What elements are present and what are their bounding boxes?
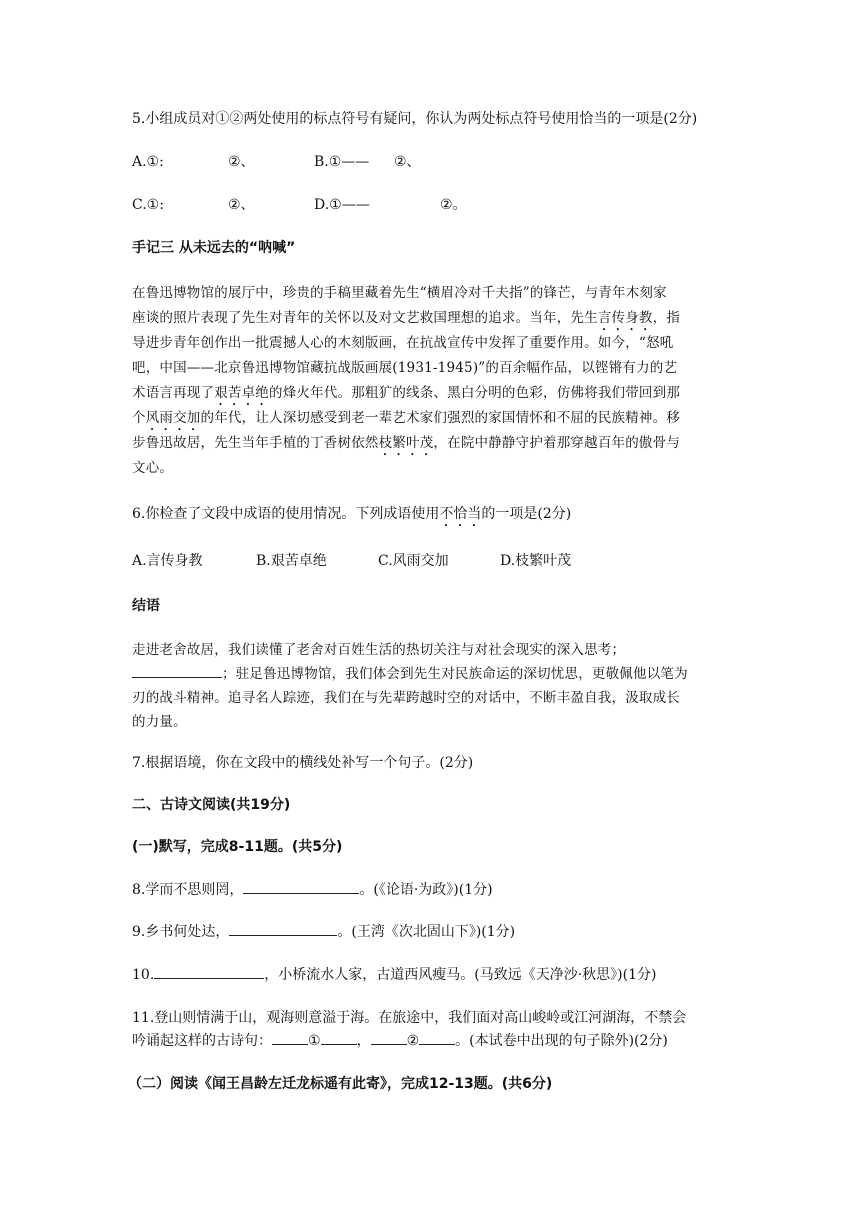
option-a-mark2[interactable]: ②、 [228,154,255,170]
option-b-mark2[interactable]: ②、 [394,154,421,170]
question-8: 8.学而不思则罔， 。(《论语·为政》)(1分) [132,879,493,899]
option-c-mark2[interactable]: ②、 [228,197,255,213]
note-3-line-4: 吧，中国——北京鲁迅博物馆藏抗战版画展(1931-1945)”的百余幅作品，以铿锵有力的艺 [132,360,678,376]
conclusion-line-2: ；驻足鲁迅博物馆，我们体会到先生对民族命运的深切忧思，更敬佩他以笔为 [132,662,688,682]
question-9: 9.乡书何处达， 。(王湾《次北固山下》)(1分) [132,921,515,941]
conclusion-line-1: 走进老舍故居，我们读懂了老舍对百姓生活的热切关注与对社会现实的深入思考； [132,642,626,658]
note-3-line-5: 术语言再现了艰苦卓绝的烽火年代。那粗犷的线条、黑白分明的色彩，仿佛将我们带回到那 [132,385,681,401]
option-a-mark1[interactable]: A.①: [132,154,164,170]
part-1-heading: (一)默写，完成8-11题。(共5分) [132,839,343,855]
option-d[interactable]: D.枝繁叶茂 [500,553,572,569]
question-6-stem: 6.你检查了文段中成语的使用情况。下列成语使用不恰当的一项是(2分) [132,506,572,522]
answer-blank-11-1a[interactable] [272,1030,308,1045]
option-a[interactable]: A.言传身教 [132,553,203,569]
option-b-mark1[interactable]: B.①—— [314,154,370,170]
question-5-options-row-1 [132,151,421,171]
option-d-mark2[interactable]: ②。 [440,197,467,213]
question-11-line-1: 11.登山则情满于山，观海则意溢于海。在旅途中，我们面对高山峻岭或江河湖海，不禁会 [132,1010,687,1026]
section-2-heading: 二、古诗文阅读(共19分) [132,797,291,813]
note-3-line-3: 导进步青年创作出一批震撼人心的木刻版画，在抗战宣传中发挥了重要作用。如今，“怒吼 [132,335,674,351]
question-5-options-row-2 [132,194,467,214]
answer-blank-11-1b[interactable] [321,1030,357,1045]
idiom-zhifanyemao: 枝繁叶茂 [378,435,434,451]
answer-blank-8[interactable] [243,879,359,894]
question-7: 7.根据语境，你在文段中的横线处补写一个句子。(2分) [132,755,474,771]
conclusion-line-4: 的力量。 [132,714,187,730]
question-6-options [132,550,571,570]
part-2-heading: （二）阅读《闻王昌龄左迁龙标遥有此寄》，完成12-13题。(共6分) [128,1076,553,1092]
note-3-line-8: 文心。 [132,460,174,476]
note-3-line-7: 步鲁迅故居，先生当年手植的丁香树依然枝繁叶茂，在院中静静守护着那穿越百年的傲骨与 [132,435,681,451]
question-11-line-2: 吟诵起这样的古诗句： ① ， ② 。(本试卷中出现的句子除外)(2分) [132,1030,668,1050]
note-3-line-6: 个风雨交加的年代，让人深切感受到老一辈艺术家们强烈的家国情怀和不屈的民族精神。移 [132,410,681,426]
conclusion-heading: 结语 [132,598,160,614]
question-10: 10. ，小桥流水人家，古道西风瘦马。(马致远《天净沙·秋思》)(1分) [132,964,656,984]
question-5-stem: 5.小组成员对①②两处使用的标点符号有疑问，你认为两处标点符号使用恰当的一项是(2分) [132,111,698,127]
option-c-mark1[interactable]: C.①: [132,197,164,213]
idiom-jiankuzhuojue: 艰苦卓绝 [214,385,270,401]
note-3-line-1: 在鲁迅博物馆的展厅中，珍贵的手稿里藏着先生“横眉冷对千夫指”的锋芒，与青年木刻家 [132,285,667,301]
note-3-line-2: 座谈的照片表现了先生对青年的关怀以及对文艺救国理想的追求。当年，先生言传身教，指 [132,310,681,326]
answer-blank-11-2a[interactable] [371,1030,407,1045]
idiom-fengyujiaojia: 风雨交加 [145,410,201,426]
option-b[interactable]: B.艰苦卓绝 [256,553,327,569]
answer-blank-11-2b[interactable] [419,1030,455,1045]
option-d-mark1[interactable]: D.①—— [314,197,370,213]
answer-blank-9[interactable] [229,921,337,936]
note-3-heading: 手记三 从未远去的“呐喊” [132,240,296,256]
option-c[interactable]: C.风雨交加 [378,553,449,569]
answer-blank-10[interactable] [154,964,264,979]
fill-blank[interactable] [132,663,222,678]
idiom-yanchuanshenjiao: 言传身教 [597,310,653,326]
conclusion-line-3: 刃的战斗精神。追寻名人踪迹，我们在与先辈跨越时空的对话中，不断丰盈自我，汲取成长 [132,690,680,706]
